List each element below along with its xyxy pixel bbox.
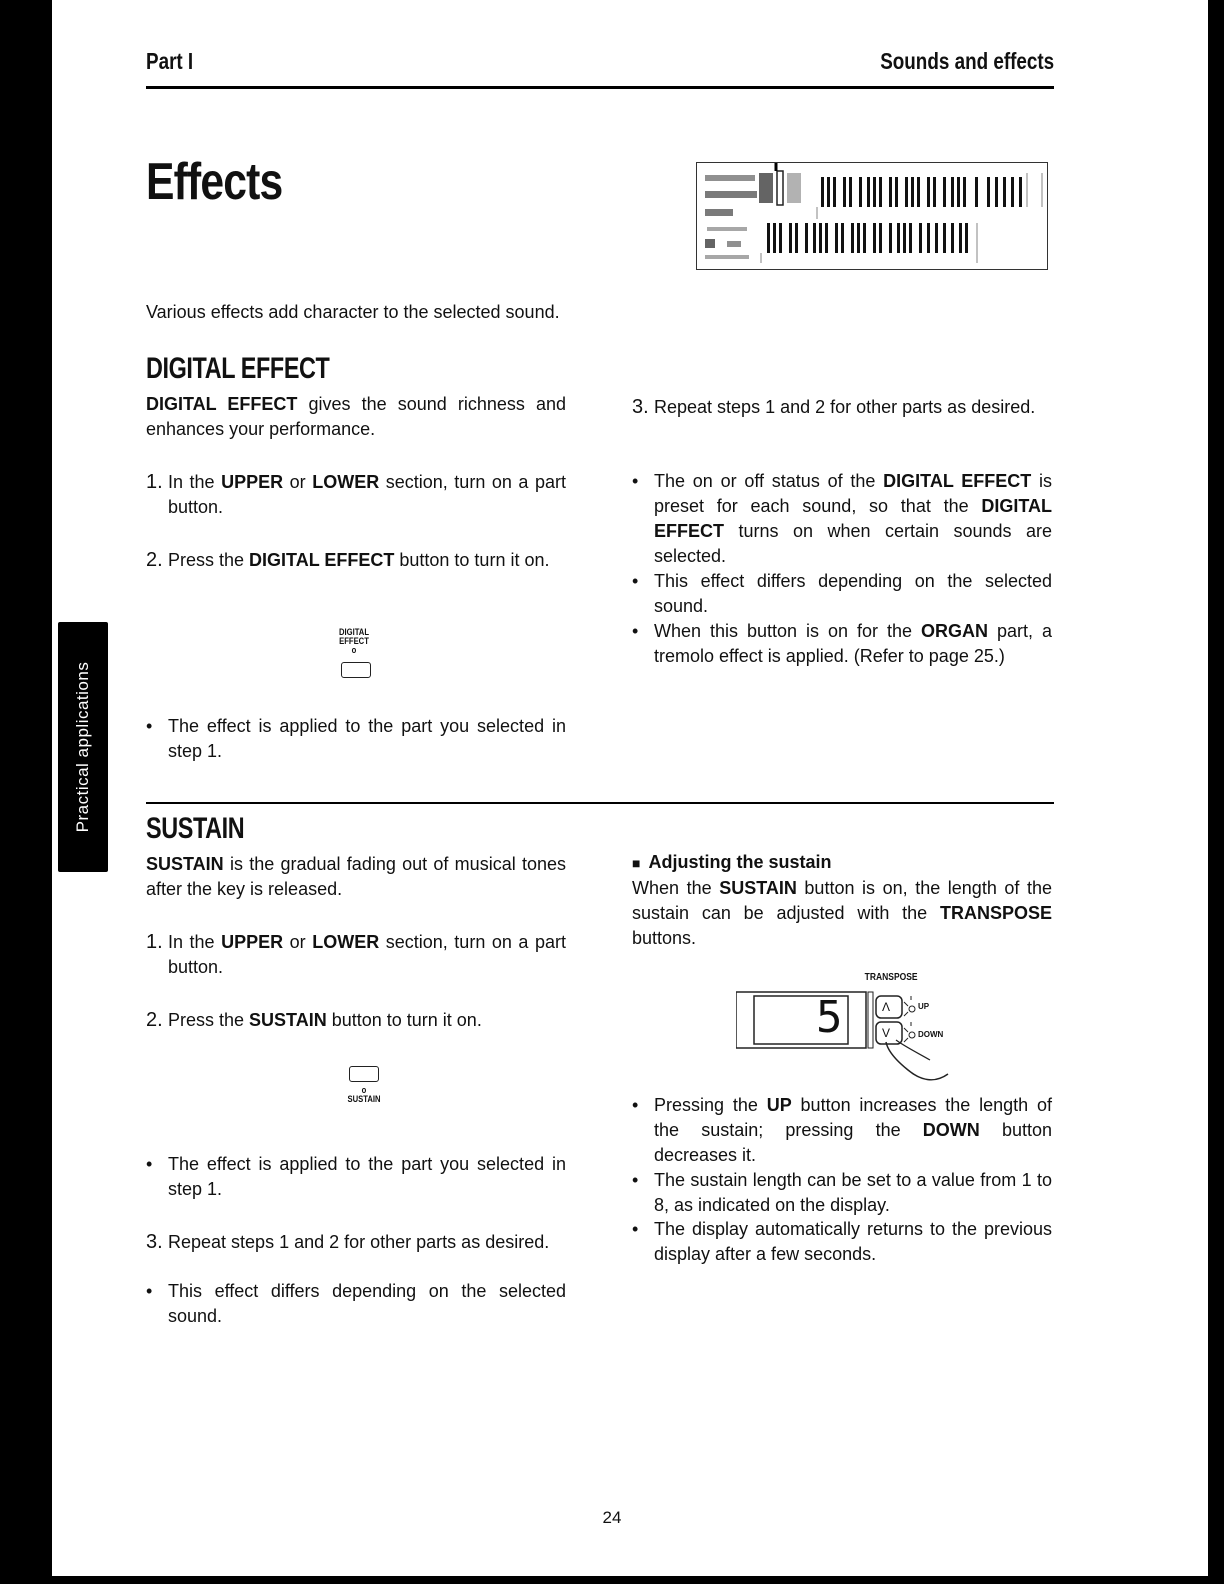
page-title: Effects [146,153,283,211]
digital-effect-step-3: 3. Repeat steps 1 and 2 for other parts as desired. [632,396,1036,418]
section-side-tab [58,622,108,872]
scan-border-bottom [0,1576,1224,1584]
sustain-button-icon [349,1066,379,1082]
down-label: DOWN [918,1030,944,1039]
scan-border-right [1208,0,1224,1584]
sustain-description: SUSTAIN is the gradual fading out of musical tones after the key is released. [146,854,566,899]
side-tab-label: Practical applications [73,661,92,833]
page-number: 24 [602,1508,622,1527]
up-label: UP [918,1002,930,1011]
lcd-drawing [697,163,1047,269]
lcd-display-illustration [696,162,1048,270]
sustain-bullet-1: • Pressing the UP button increases the length of the sustain; pressing the DOWN button decreases it. [632,1095,1052,1165]
down-button-symbol: V [882,1026,891,1040]
digital-effect-bullet-3: • When this button is on for the ORGAN part, a tremolo effect is applied. (Refer to page 25.) [632,621,1052,666]
digital-effect-note-1: • The effect is applied to the part you selected in step 1. [146,716,566,761]
sustain-note-1: • The effect is applied to the part you selected in step 1. [146,1154,566,1199]
transpose-display-value: 5 [816,992,843,1043]
sustain-note-2: • This effect differs depending on the selected sound. [146,1281,566,1326]
transpose-label: TRANSPOSE [864,972,918,983]
adjusting-sustain-text: When the SUSTAIN button is on, the length of the sustain can be adjusted with the TRANSPOSE buttons. [632,878,1052,948]
digital-effect-step-1: 1. In the UPPER or LOWER section, turn on a part button. [146,471,566,517]
digital-effect-step-2: 2. Press the DIGITAL EFFECT button to turn it on. [146,549,550,571]
square-bullet-icon: ■ [632,855,641,871]
sustain-step-1: 1. In the UPPER or LOWER section, turn on a part button. [146,931,566,977]
adjusting-sustain-heading: ■ Adjusting the sustain [632,852,832,872]
header-rule [146,86,1054,89]
digital-effect-bullet-2: • This effect differs depending on the selected sound. [632,571,1052,616]
section-divider [146,802,1054,804]
header-chapter: Sounds and effects [880,48,1054,74]
sustain-heading: SUSTAIN [146,812,245,845]
sustain-step-3: 3. Repeat steps 1 and 2 for other parts as desired. [146,1231,550,1253]
scan-border-left [0,0,52,1584]
intro-text: Various effects add character to the selected sound. [146,302,560,322]
digital-effect-bullet-1: • The on or off status of the DIGITAL EFFECT is preset for each sound, so that the DIGITAL EFFECT turns on when certain sounds are selected. [632,471,1053,566]
sustain-bullet-3: • The display automatically returns to the previous display after a few seconds. [632,1219,1052,1264]
digital-effect-button-icon [341,662,371,678]
digital-effect-heading: DIGITAL EFFECT [146,352,330,385]
sustain-button-label: o SUSTAIN [347,1085,381,1104]
header-part: Part I [146,48,194,74]
up-button-symbol: Λ [882,1000,891,1014]
sustain-step-2: 2. Press the SUSTAIN button to turn it on. [146,1009,482,1031]
digital-effect-description: DIGITAL EFFECT gives the sound richness and enhances your performance. [146,394,566,439]
digital-effect-button-label: DIGITAL EFFECT o [338,627,370,655]
sustain-bullet-2: • The sustain length can be set to a value from 1 to 8, as indicated on the display. [632,1170,1052,1215]
